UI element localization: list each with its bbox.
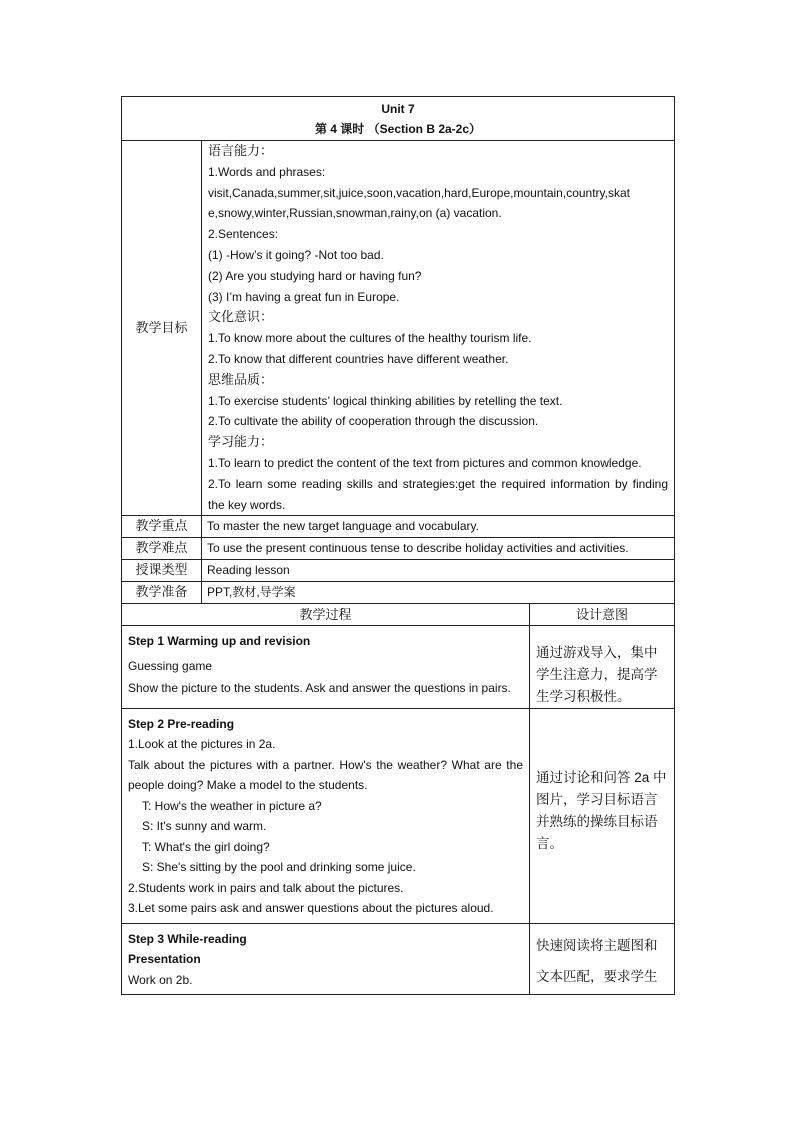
step-3-row	[122, 923, 675, 995]
step-2-dialog-2: S: It's sunny and warm.	[142, 819, 267, 834]
step-2-dialog-1: T: How's the weather in picture a?	[142, 798, 322, 813]
difficulties-value: To use the present continuous tense to describe holiday activities and activities.	[202, 538, 675, 560]
unit-title: Unit 7	[381, 102, 415, 116]
step-2-line-2: Talk about the pictures with a partner. How's the weather? What are the people doing? Make a model to the students.	[128, 757, 523, 793]
step-2-intent: 通过讨论和问答 2a 中图片，学习目标语言并熟练的操练目标语言。	[530, 708, 675, 923]
language-heading: 语言能力：	[208, 143, 274, 158]
step-3-content	[122, 923, 530, 995]
objectives-row	[122, 141, 675, 516]
step-3-intent	[530, 923, 675, 995]
difficulties-row	[122, 538, 675, 560]
step-3-title: Step 3 While-reading	[128, 931, 247, 946]
preparation-label: 教学准备	[122, 581, 202, 603]
lesson-section: （Section B 2a-2c）	[367, 122, 482, 136]
sentences-heading: 2.Sentences:	[208, 227, 279, 242]
step-2-title: Step 2 Pre-reading	[128, 716, 235, 731]
preparation-row	[122, 581, 675, 603]
step-2-row	[122, 708, 675, 923]
culture-2: 2.To know that different countries have different weather.	[208, 351, 509, 366]
process-column-header: 教学过程	[122, 603, 530, 625]
lesson-type-label: 授课类型	[122, 559, 202, 581]
lesson-type-value: Reading lesson	[202, 559, 675, 581]
lesson-title	[122, 119, 674, 139]
intent-column-header: 设计意图	[530, 603, 675, 625]
step-2-line-3: 2.Students work in pairs and talk about the pictures.	[128, 880, 404, 895]
step-3-intent-line-2: 文本匹配，要求学生	[536, 968, 658, 984]
title-row	[122, 97, 675, 141]
lesson-prefix: 第 4 课时	[314, 122, 365, 136]
culture-1: 1.To know more about the cultures of the healthy tourism life.	[208, 331, 532, 346]
key-points-label: 教学重点	[122, 516, 202, 538]
step-1-intent: 通过游戏导入，集中学生注意力，提高学生学习积极性。	[530, 625, 675, 708]
title-cell	[122, 97, 675, 141]
key-points-row	[122, 516, 675, 538]
step-2-dialog-3: T: What's the girl doing?	[142, 839, 270, 854]
step-3-subtitle: Presentation	[128, 952, 201, 967]
step-3-intent-line-1: 快速阅读将主题图和	[536, 937, 658, 953]
sentence-1: (1) -How’s it going? -Not too bad.	[208, 247, 384, 262]
difficulties-label: 教学难点	[122, 538, 202, 560]
lesson-plan	[121, 96, 674, 995]
lesson-type-row	[122, 559, 675, 581]
objectives-label: 教学目标	[122, 141, 202, 516]
thinking-2: 2.To cultivate the ability of cooperation through the discussion.	[208, 414, 539, 429]
thinking-heading: 思维品质：	[208, 371, 274, 387]
words-line-1: visit,Canada,summer,sit,juice,soon,vacation,hard,Europe,mountain,country,skat	[208, 185, 630, 200]
sentence-3: (3) I’m having a great fun in Europe.	[208, 289, 400, 304]
step-1-title: Step 1 Warming up and revision	[128, 633, 311, 648]
step-2-content	[122, 708, 530, 923]
step-1-row	[122, 625, 675, 708]
thinking-1: 1.To exercise students’ logical thinking abilities by retelling the text.	[208, 393, 563, 408]
step-3-line-1: Work on 2b.	[128, 972, 193, 987]
step-2-dialog-4: S: She's sitting by the pool and drinking some juice.	[142, 860, 416, 875]
key-points-value: To master the new target language and vocabulary.	[202, 516, 675, 538]
learning-1: 1.To learn to predict the content of the text from pictures and common knowledge.	[208, 455, 642, 470]
learning-2: 2.To learn some reading skills and strategies:get the required information by finding the key words.	[208, 476, 668, 512]
lesson-plan-table	[121, 96, 675, 995]
words-heading: 1.Words and phrases:	[208, 164, 326, 179]
words-line-2: e,snowy,winter,Russian,snowman,rainy,on (a) vacation.	[208, 206, 502, 221]
learning-heading: 学习能力：	[208, 434, 274, 450]
culture-heading: 文化意识：	[208, 309, 274, 325]
step-1-line-2: Show the picture to the students. Ask and answer the questions in pairs.	[128, 680, 511, 695]
step-2-line-4: 3.Let some pairs ask and answer questions about the pictures aloud.	[128, 901, 494, 916]
preparation-value: PPT,教材,导学案	[202, 581, 675, 603]
objectives-content	[202, 141, 675, 516]
process-header-row	[122, 603, 675, 625]
step-1-content	[122, 625, 530, 708]
step-1-line-1: Guessing game	[128, 659, 213, 674]
step-2-line-1: 1.Look at the pictures in 2a.	[128, 737, 276, 752]
sentence-2: (2) Are you studying hard or having fun?	[208, 268, 422, 283]
